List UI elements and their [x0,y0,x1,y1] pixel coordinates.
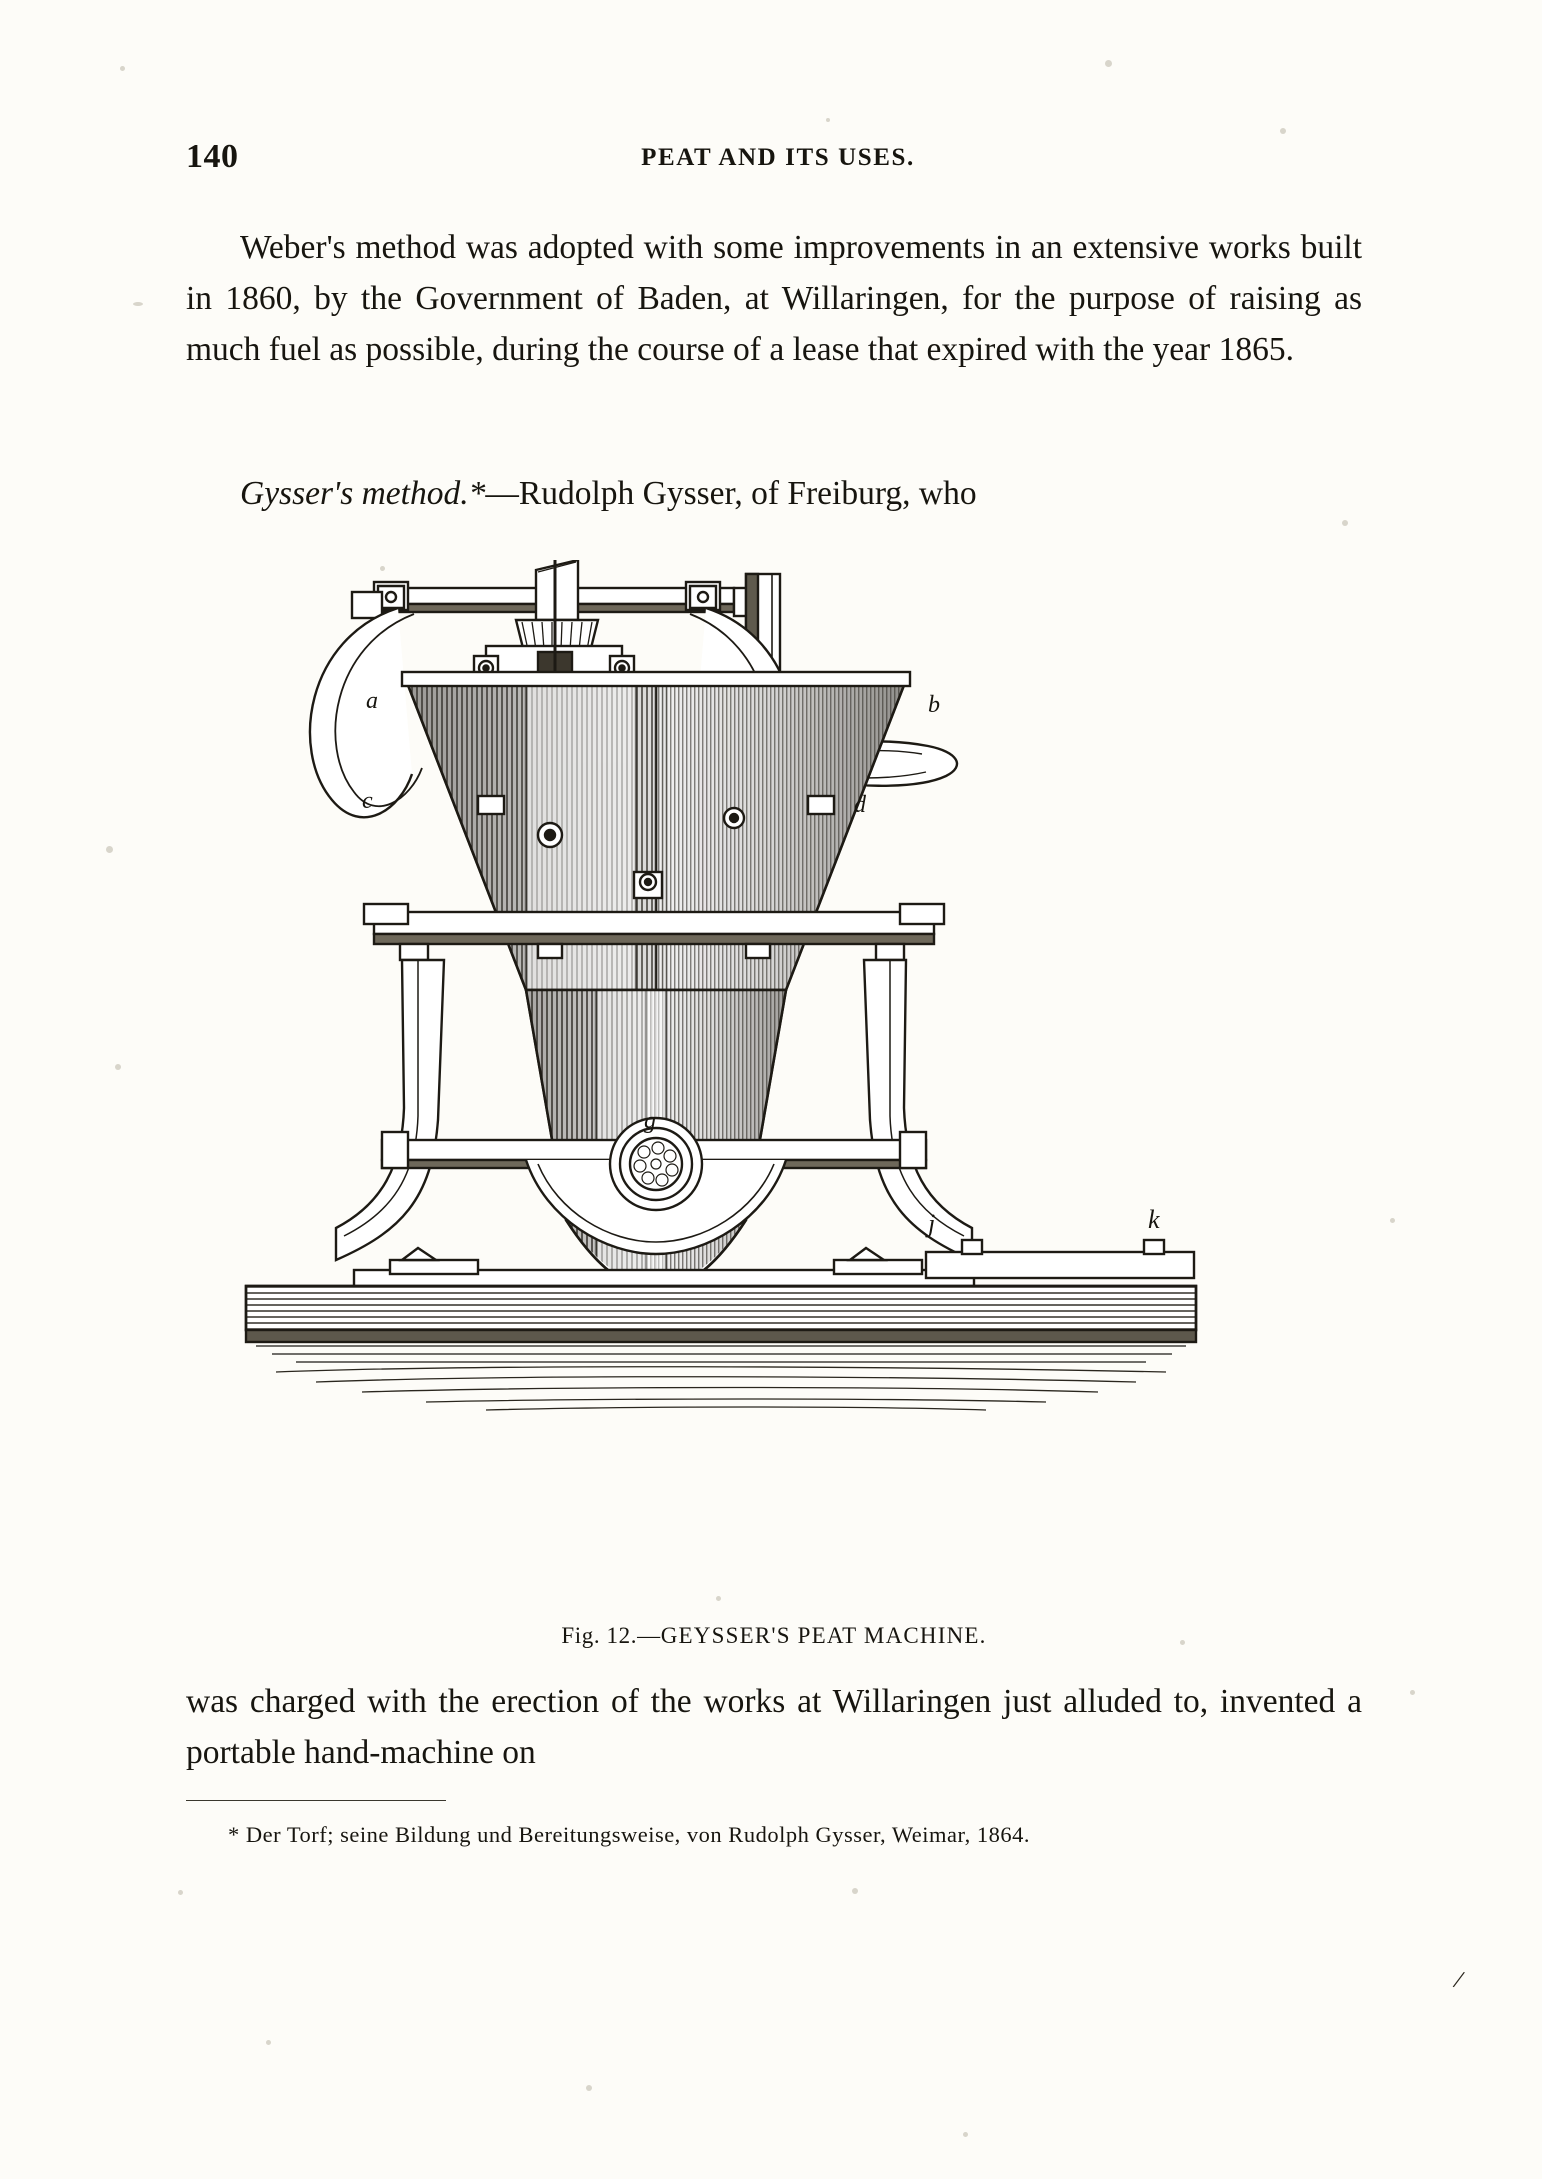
figure-label-j: j [928,1209,936,1238]
figure-label-b: b [928,692,940,718]
paper-speck [133,302,143,306]
paper-speck [586,2085,592,2091]
paper-speck [1410,1690,1415,1695]
paper-speck [826,118,830,122]
run-in-heading: Gysser's method.* [240,475,486,512]
figure-label-k: k [1148,1205,1160,1234]
figure-number: Fig. 12.— [561,1623,661,1648]
paper-speck [852,1888,858,1894]
peat-machine-illustration [186,560,1362,1650]
footnote-rule [186,1800,446,1801]
paragraph-text: —Rudolph Gysser, of Freiburg, who [485,475,977,512]
figure-label-a: a [366,688,378,714]
paragraph-text: Weber's method was adopted with some improvements in an extensive works built in 1860, by the Government of Baden, at Willaringen, for the purpose of raising as much fuel as possible, during the course of a lease that expired with the year 1865. [186,229,1362,368]
figure-label-c: c [362,788,373,814]
paragraph-text: was charged with the erection of the works at Willaringen just alluded to, invented a portable hand-machine on [186,1683,1362,1771]
stray-pen-mark: / [1450,1964,1467,1995]
figure-title: GEYSSER'S PEAT MACHINE. [660,1623,987,1648]
figure-caption [186,1623,1362,1649]
page-number: 140 [186,138,239,175]
paper-speck [1105,60,1112,67]
figure-geysser-peat-machine [186,560,1362,1650]
page-header [186,138,1356,178]
running-head: PEAT AND ITS USES. [641,144,915,171]
paragraph-gysser-method [186,468,1362,519]
paper-speck [106,846,113,853]
paper-speck [266,2040,271,2045]
footnote [186,1818,1362,1852]
footnote-text: * Der Torf; seine Bildung und Bereitungsweise, von Rudolph Gysser, Weimar, 1864. [228,1822,1031,1847]
paper-speck [115,1064,121,1070]
paper-speck [120,66,125,71]
paper-speck [1390,1218,1395,1223]
paragraph-weber-method [186,222,1362,375]
paper-speck [1342,520,1348,526]
figure-label-g: g [644,1108,656,1134]
paper-speck [963,2132,968,2137]
figure-label-d: d [854,792,866,818]
paper-speck [1280,128,1286,134]
paragraph-continued [186,1676,1362,1778]
paper-speck [178,1890,183,1895]
